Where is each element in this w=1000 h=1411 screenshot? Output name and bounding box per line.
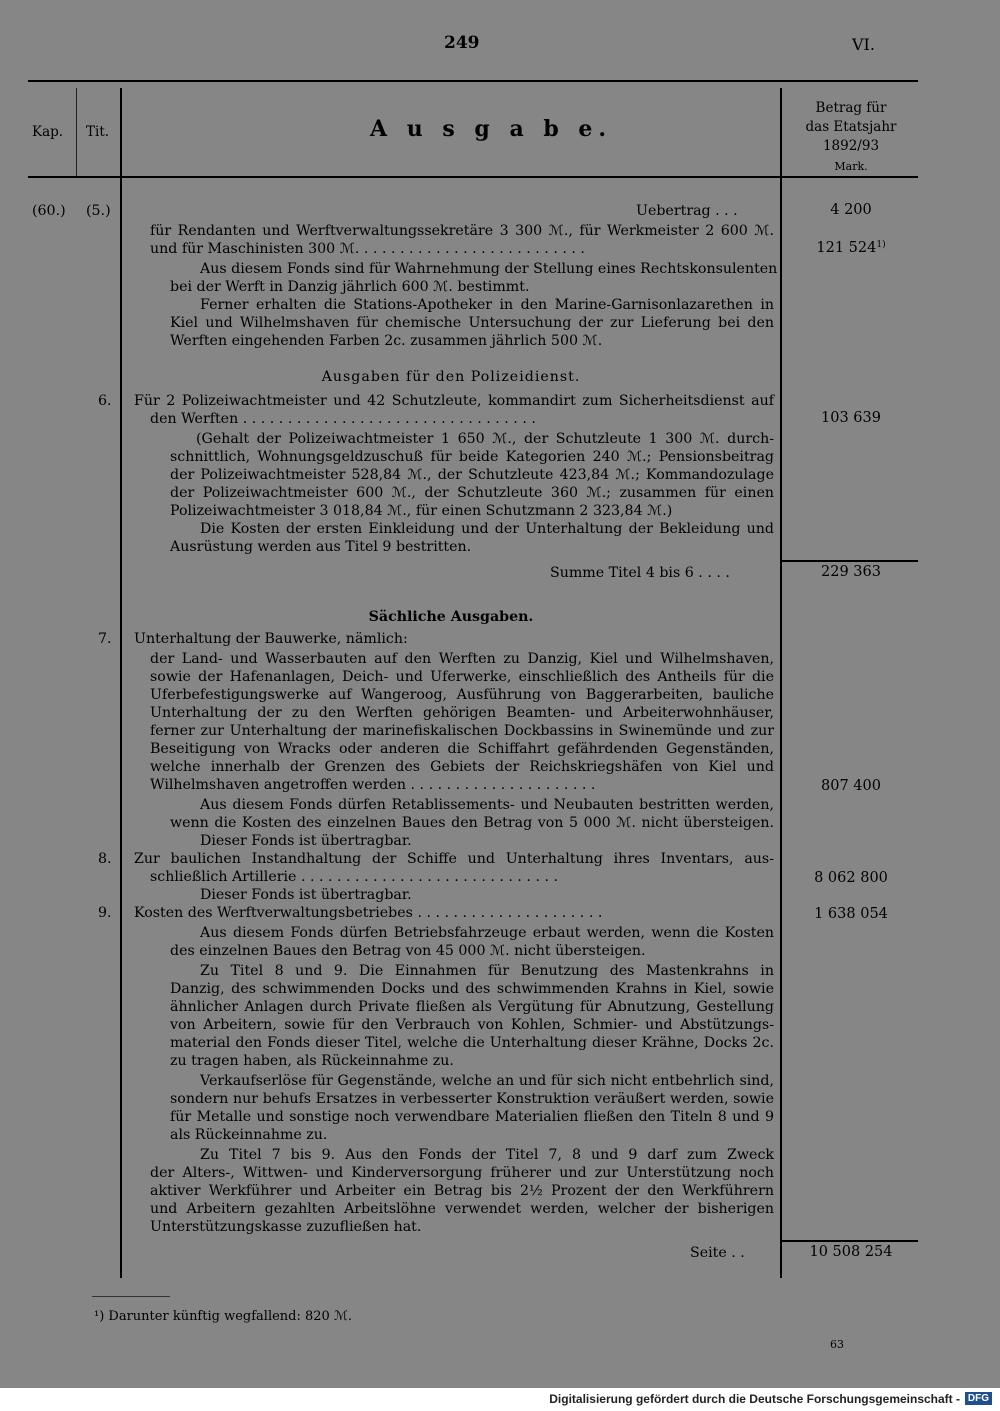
t7-line2: sowie der Hafenanlagen, Deich- und Uferwerke, einschließlich des Antheils für die — [150, 669, 774, 685]
t7-line6: Beseitigung von Wracks oder anderen die Schiffahrt gefährdenden Gegenständen, — [150, 741, 774, 757]
t9-c1: Verkaufserlöse für Gegenstände, welche an und für sich nicht entbehrlich sind, — [200, 1073, 774, 1089]
header-rule — [28, 176, 918, 178]
footer-text: Digitalisierung gefördert durch die Deutsche Forschungsgemeinschaft - — [549, 1392, 960, 1406]
t7-amount: 807 400 — [821, 778, 881, 794]
top-rule — [28, 80, 918, 82]
header-ausgabe: A u s g a b e. — [370, 116, 613, 142]
t6-note4: der Polizeiwachtmeister 600 ℳ., der Schutzleute 360 ℳ.; zusammen für einen — [170, 485, 774, 501]
t6-amount: 103 639 — [821, 410, 881, 426]
t7-line7: welche innerhalb der Grenzen des Gebiets der Reichskriegshäfen von Kiel und — [150, 759, 774, 775]
page-number: 249 — [444, 33, 480, 53]
t5-amount-value: 121 524 — [816, 240, 877, 256]
seite-label: Seite . . — [690, 1245, 745, 1261]
section-number: VI. — [852, 35, 875, 54]
t7-line4: Unterhaltung der zu den Werften gehörigen Beamten- und Arbeiterwohnhäuser, — [150, 705, 774, 721]
t6-tit: 6. — [98, 393, 112, 409]
t7-note3: Dieser Fonds ist übertragbar. — [200, 833, 412, 849]
uebertrag-tit: (5.) — [86, 203, 111, 219]
t6-note5: Polizeiwachtmeister 3 018,84 ℳ., für einen Schutzmann 2 323,84 ℳ.) — [170, 503, 673, 519]
t9-c3: für Metalle und sonstige noch verwendbare Materialien fließen den Titeln 8 und 9 — [170, 1109, 774, 1125]
t6-note2: schnittlich, Wohnungsgeldzuschuß für beide Kategorien 240 ℳ.; Pensionsbeitrag — [170, 449, 774, 465]
col-kap-rule — [76, 88, 77, 176]
t5-note1: Aus diesem Fonds sind für Wahrnehmung der Stellung eines Rechtskonsulenten — [200, 261, 778, 277]
dfg-logo: DFG — [965, 1392, 992, 1405]
summe-amount: 229 363 — [821, 564, 881, 580]
uebertrag-kap: (60.) — [32, 203, 66, 219]
t9-b3: ähnlicher Anlagen durch Private fließen als Vergütung für Abnutzung, Gestellung — [170, 999, 774, 1015]
t8-tit: 8. — [98, 851, 112, 867]
uebertrag-amount: 4 200 — [830, 202, 872, 218]
t6-note6: Die Kosten der ersten Einkleidung und der Unterhaltung der Bekleidung und — [200, 521, 774, 537]
t9-d1: Zu Titel 7 bis 9. Aus den Fonds der Titel 7, 8 und 9 darf zum Zweck — [200, 1147, 774, 1163]
header-kap: Kap. — [32, 124, 64, 140]
t9-d4: und Arbeitern gezahlten Arbeitslöhne verwendet werden, welcher der bisherigen — [150, 1201, 774, 1217]
summe-label: Summe Titel 4 bis 6 . . . . — [550, 565, 730, 581]
t9-d5: Unterstützungskasse zuzufließen hat. — [150, 1219, 422, 1235]
t8-amount: 8 062 800 — [814, 870, 888, 886]
footnote-rule — [92, 1296, 170, 1297]
uebertrag-label: Uebertrag . . . — [636, 203, 738, 219]
header-tit: Tit. — [86, 124, 110, 140]
seite-rule — [782, 1240, 918, 1242]
col-tit-rule — [120, 88, 122, 1278]
t5-line1: für Rendanten und Werftverwaltungssekretäre 3 300 ℳ., für Werkmeister 2 600 ℳ. — [150, 223, 774, 239]
t8-line2: schließlich Artillerie . . . . . . . . . . . . . . . . . . . . . . . . . . . . . — [150, 869, 559, 885]
header-betrag-3: 1892/93 — [822, 138, 880, 154]
t5-note3: Ferner erhalten die Stations-Apotheker in den Marine-Garnisonlazarethen in — [200, 297, 774, 313]
t6-note3: der Polizeiwachtmeister 528,84 ℳ., der Schutzleute 423,84 ℳ.; Kommandozulage — [170, 467, 774, 483]
t9-line1: Kosten des Werftverwaltungsbetriebes . . . . . . . . . . . . . . . . . . . . . — [134, 905, 603, 921]
t9-amount: 1 638 054 — [814, 906, 888, 922]
t5-note5: Werften eingehenden Farben 2c. zusammen jährlich 500 ℳ. — [170, 333, 603, 349]
t6-note1: (Gehalt der Polizeiwachtmeister 1 650 ℳ., der Schutzleute 1 300 ℳ. durch- — [196, 431, 774, 447]
footnote: ¹) Darunter künftig wegfallend: 820 ℳ. — [94, 1309, 352, 1324]
t8-line1: Zur baulichen Instandhaltung der Schiffe und Unterhaltung ihres Inventars, aus- — [134, 851, 774, 867]
t9-b1: Zu Titel 8 und 9. Die Einnahmen für Benutzung des Mastenkrahns in — [200, 963, 774, 979]
t9-c2: sondern nur behufs Ersatzes in verbesserter Konstruktion veräußert werden, sowie — [170, 1091, 774, 1107]
t7-line8: Wilhelmshaven angetroffen werden . . . . . . . . . . . . . . . . . . . . . — [150, 777, 596, 793]
t5-note4: Kiel und Wilhelmshaven für chemische Untersuchung der zur Lieferung bei den — [170, 315, 774, 331]
t7-line5: ferner zur Unterhaltung der marinefiskalischen Dockbassins in Swinemünde und zur — [150, 723, 774, 739]
t9-d3: aktiver Werkführer und Arbeiter ein Betrag bis 2½ Prozent der den Werkführern — [150, 1183, 774, 1199]
seite-amount: 10 508 254 — [809, 1244, 893, 1260]
print-mark: 63 — [830, 1338, 844, 1351]
t6-line1: Für 2 Polizeiwachtmeister und 42 Schutzleute, kommandirt zum Sicherheitsdienst auf — [134, 393, 774, 409]
t7-line0: Unterhaltung der Bauwerke, nämlich: — [134, 631, 408, 647]
summe-rule — [782, 560, 918, 562]
t9-b2: Danzig, des schwimmenden Docks und des schwimmenden Krahns in Kiel, sowie — [170, 981, 774, 997]
t9-a2: des einzelnen Baues den Betrag von 45 000 ℳ. nicht übersteigen. — [170, 943, 646, 959]
header-betrag-1: Betrag für — [815, 100, 887, 116]
t9-b5: material den Fonds dieser Titel, welche die Unterhaltung dieser Krähne, Docks 2c. — [170, 1035, 774, 1051]
t7-line1: der Land- und Wasserbauten auf den Werften zu Danzig, Kiel und Wilhelmshaven, — [150, 651, 774, 667]
t7-note2: wenn die Kosten des einzelnen Baues den Betrag von 5 000 ℳ. nicht übersteigen. — [170, 815, 774, 831]
t6-note7: Ausrüstung werden aus Titel 9 bestritten. — [170, 539, 472, 555]
t9-b6: zu tragen haben, als Rückeinnahme zu. — [170, 1053, 454, 1069]
t8-note1: Dieser Fonds ist übertragbar. — [200, 887, 412, 903]
t5-amount-footnote-mark: 1) — [876, 240, 886, 250]
footer-bar — [0, 1388, 1000, 1411]
t7-note1: Aus diesem Fonds dürfen Retablissements- und Neubauten bestritten werden, — [200, 797, 774, 813]
header-mark: Mark. — [834, 160, 868, 173]
t5-amount — [782, 240, 920, 256]
polizei-heading: Ausgaben für den Polizeidienst. — [321, 369, 581, 385]
t5-line2: und für Maschinisten 300 ℳ. . . . . . . . . . . . . . . . . . . . . . . . . . — [150, 241, 585, 257]
t9-tit: 9. — [98, 905, 112, 921]
header-betrag-2: das Etatsjahr — [805, 119, 897, 135]
t6-line2: den Werften . . . . . . . . . . . . . . . . . . . . . . . . . . . . . . . . . — [150, 411, 536, 427]
t7-line3: Uferbefestigungswerke auf Wangeroog, Ausführung von Baggerarbeiten, bauliche — [150, 687, 774, 703]
t5-note2: bei der Werft in Danzig jährlich 600 ℳ. bestimmt. — [170, 279, 530, 295]
t9-a1: Aus diesem Fonds dürfen Betriebsfahrzeuge erbaut werden, wenn die Kosten — [200, 925, 774, 941]
t9-d2: der Alters-, Wittwen- und Kinderversorgung früherer und zur Unterstützung noch — [150, 1165, 774, 1181]
saechlich-heading: Sächliche Ausgaben. — [368, 609, 534, 625]
t9-c4: als Rückeinnahme zu. — [170, 1127, 328, 1143]
col-amount-rule — [780, 88, 782, 1278]
t7-tit: 7. — [98, 631, 112, 647]
t9-b4: von Arbeitern, sowie für den Verbrauch von Kohlen, Schmier- und Abstützungs- — [170, 1017, 774, 1033]
